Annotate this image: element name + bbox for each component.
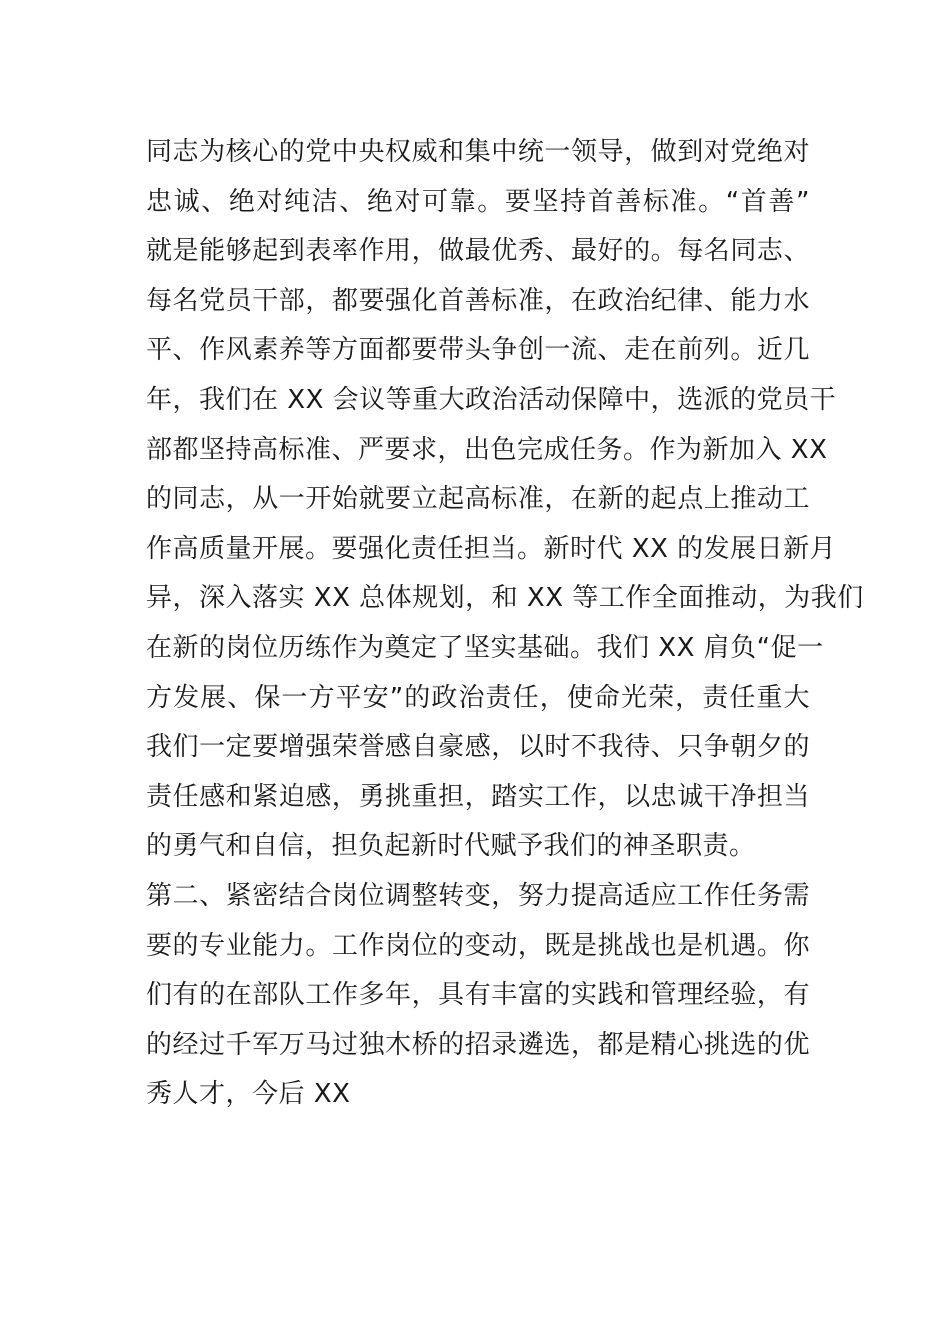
- text-line-11: 在新的岗位历练作为奠定了坚实基础。我们 XX 肩负“促一: [146, 632, 824, 663]
- document-body: [146, 128, 864, 1120]
- text-line-4: 每名党员干部，都要强化首善标准，在政治纪律、能力水: [146, 285, 810, 316]
- text-line-17: 要的专业能力。工作岗位的变动，既是挑战也是机遇。你: [146, 930, 810, 961]
- text-line-9: 作高质量开展。要强化责任担当。新时代 XX 的发展日新月: [146, 533, 837, 564]
- text-line-20: 秀人才，今后 XX: [146, 1079, 351, 1110]
- text-line-13: 我们一定要增强荣誉感自豪感，以时不我待、只争朝夕的: [146, 732, 810, 763]
- text-line-19: 的经过千军万马过独木桥的招录遴选，都是精心挑选的优: [146, 1029, 810, 1060]
- text-line-12: 方发展、保一方平安”的政治责任，使命光荣，责任重大: [146, 682, 810, 713]
- text-line-14: 责任感和紧迫感，勇挑重担，踏实工作，以忠诚干净担当: [146, 781, 810, 812]
- text-line-8: 的同志，从一开始就要立起高标准，在新的起点上推动工: [146, 484, 810, 515]
- text-line-1: 同志为核心的党中央权威和集中统一领导，做到对党绝对: [146, 137, 810, 167]
- text-line-6: 年，我们在 XX 会议等重大政治活动保障中，选派的党员干: [146, 384, 837, 415]
- text-line-3: 就是能够起到表率作用，做最优秀、最好的。每名同志、: [146, 236, 810, 267]
- text-line-2: 忠诚、绝对纯洁、绝对可靠。要坚持首善标准。“首善”: [146, 186, 810, 217]
- text-line-15: 的勇气和自信，担负起新时代赋予我们的神圣职责。: [146, 831, 756, 862]
- text-line-18: 们有的在部队工作多年，具有丰富的实践和管理经验，有: [146, 980, 810, 1011]
- text-line-10: 异，深入落实 XX 总体规划，和 XX 等工作全面推动，为我们: [146, 583, 864, 614]
- text-line-7: 部都坚持高标准、严要求，出色完成任务。作为新加入 XX: [146, 434, 828, 465]
- text-line-5: 平、作风素养等方面都要带头争创一流、走在前列。近几: [146, 335, 810, 366]
- text-line-16: 第二、紧密结合岗位调整转变，努力提高适应工作任务需: [146, 880, 810, 911]
